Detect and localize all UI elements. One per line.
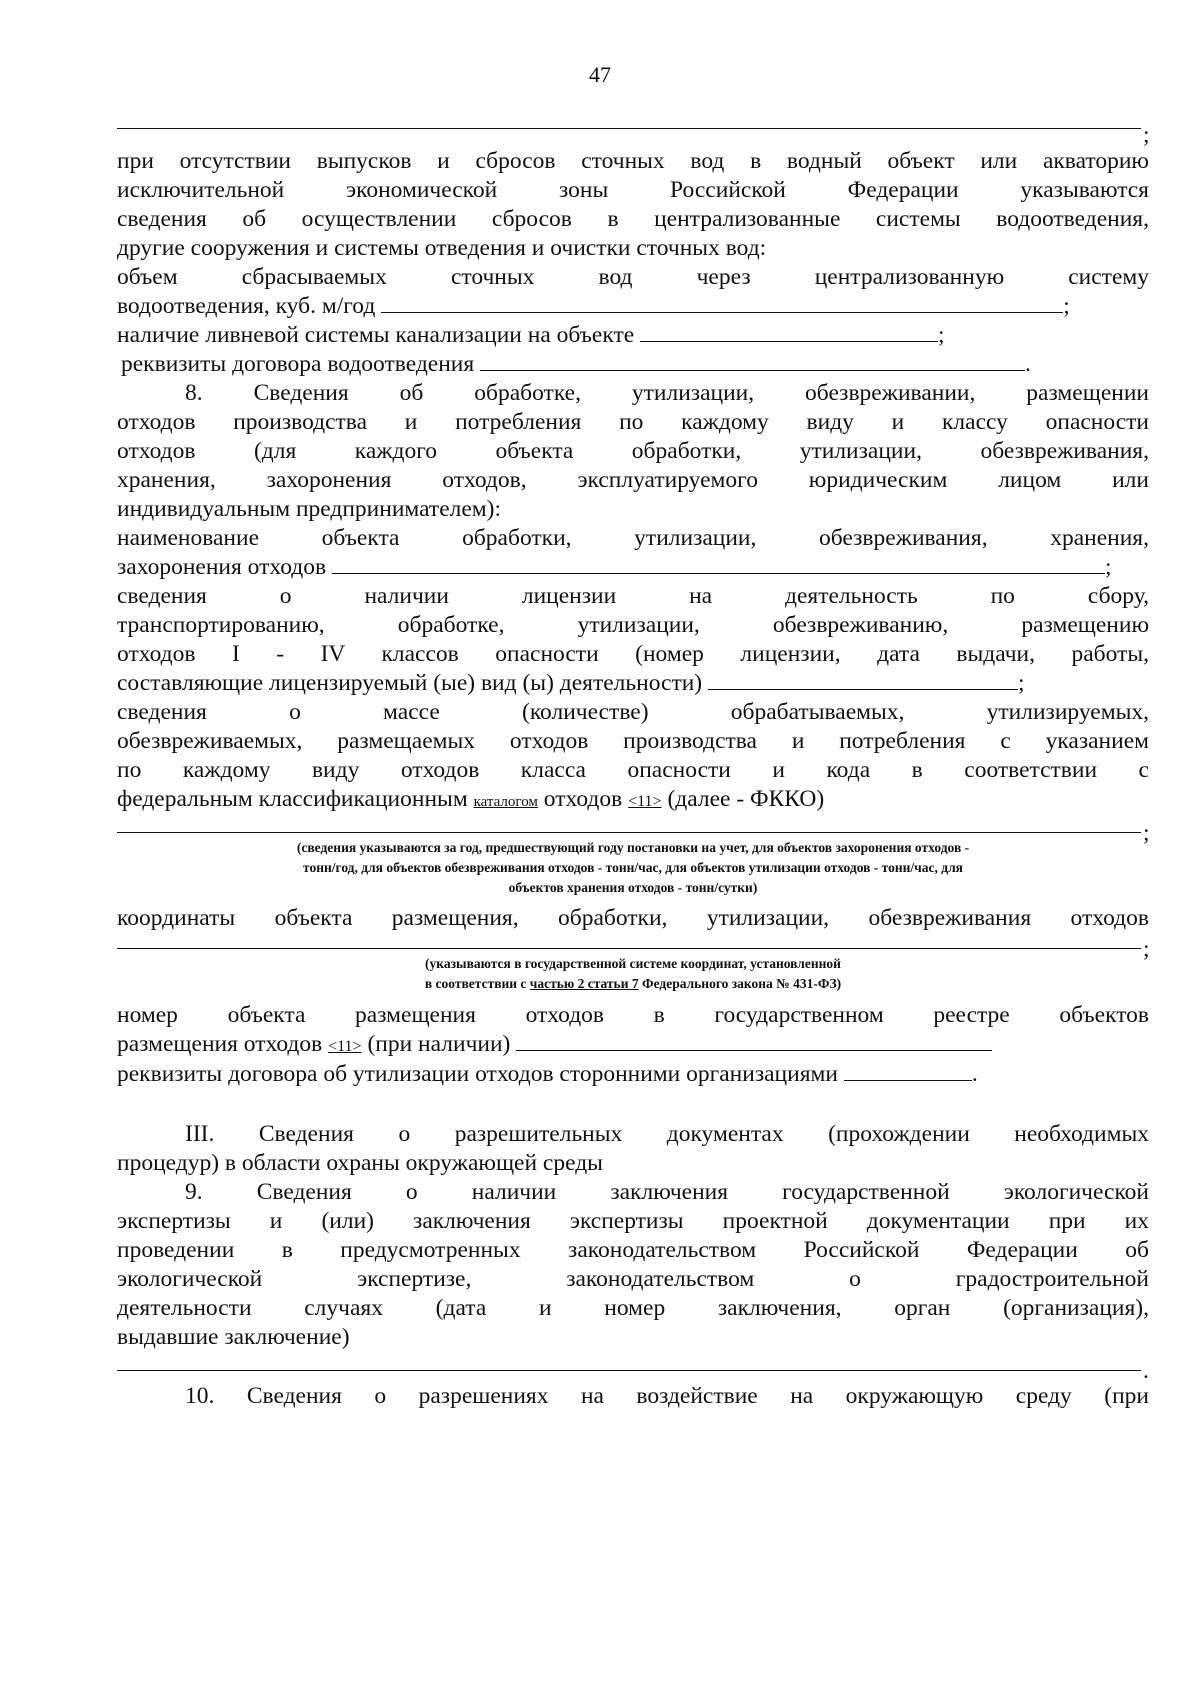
- field-row: [117, 320, 1149, 350]
- fill-blank[interactable]: [708, 669, 1018, 690]
- katalog-link[interactable]: каталогом: [473, 794, 538, 810]
- text-line: процедур) в области охраны окружающей среды: [117, 1150, 603, 1176]
- field-label: реквизиты договора водоотведения: [121, 351, 475, 377]
- text-line: транспортированию, обработке, утилизации, обезвреживанию, размещению: [117, 612, 1149, 638]
- text-line: экспертизы и (или) заключения экспертизы проектной документации при их: [117, 1208, 1149, 1234]
- period-mark: .: [1143, 1358, 1149, 1384]
- text-line: хранения, захоронения отходов, эксплуатируемого юридическим лицом или: [117, 467, 1149, 493]
- section-item-8: 8. Сведения об обработке, утилизации, обезвреживании, размещении: [185, 380, 1149, 406]
- semicolon-mark: ;: [1063, 293, 1070, 319]
- text-line: отходов I - IV классов опасности (номер лицензии, дата выдачи, работы,: [117, 641, 1149, 667]
- footnote-line: тонн/год, для объектов обезвреживания отходов - тонн/час, для объектов утилизации отходов - тонн/час, для: [303, 860, 963, 875]
- footnote-line: в соответствии с частью 2 статьи 7 Федерального закона № 431-ФЗ): [424, 976, 842, 991]
- text-line: сведения о наличии лицензии на деятельность по сбору,: [117, 583, 1149, 609]
- fill-line[interactable]: [117, 832, 1141, 833]
- semicolon-mark: ;: [938, 322, 945, 348]
- fill-blank[interactable]: [332, 553, 1105, 574]
- field-row: [117, 291, 1149, 321]
- field-label: составляющие лицензируемый (ые) вид (ы) деятельности): [117, 670, 703, 696]
- section-item-10: 10. Сведения о разрешениях на воздействие на окружающую среду (при: [185, 1383, 1149, 1409]
- section-item-9: 9. Сведения о наличии заключения государственной экологической: [185, 1179, 1149, 1205]
- fill-blank[interactable]: [640, 321, 938, 342]
- field-row: [117, 668, 1149, 698]
- semicolon-mark: ;: [1143, 820, 1150, 846]
- period-mark: .: [971, 1061, 978, 1087]
- field-label: реквизиты договора об утилизации отходов сторонними организациями: [117, 1061, 838, 1087]
- text-line: проведении в предусмотренных законодательством Российской Федерации об: [117, 1237, 1149, 1263]
- text-line: сведения об осуществлении сбросов в централизованные системы водоотведения,: [117, 206, 1149, 232]
- text-line: сведения о массе (количестве) обрабатываемых, утилизируемых,: [117, 699, 1149, 725]
- fill-blank[interactable]: [480, 350, 1025, 371]
- field-row: [121, 349, 1153, 379]
- field-label: захоронения отходов: [117, 554, 327, 580]
- field-label: наличие ливневой системы канализации на объекте: [117, 322, 635, 348]
- field-row: [117, 552, 1149, 582]
- fill-blank[interactable]: [844, 1060, 972, 1081]
- text-line: отходов производства и потребления по каждому виду и классу опасности: [117, 409, 1149, 435]
- page-number: 47: [589, 62, 611, 87]
- text-line: исключительной экономической зоны Российской Федерации указываются: [117, 177, 1149, 203]
- footnote-line: (указываются в государственной системе координат, установленной: [425, 956, 841, 971]
- text-line: выдавшие заключение): [117, 1324, 350, 1350]
- text-line: деятельности случаях (дата и номер заключения, орган (организация),: [117, 1295, 1149, 1321]
- text-line: при отсутствии выпусков и сбросов сточных вод в водный объект или акваторию: [117, 148, 1149, 174]
- field-row: размещения отходов <11> (при наличии): [117, 1029, 1149, 1059]
- fill-blank[interactable]: [381, 292, 1063, 313]
- text-line: по каждому виду отходов класса опасности и кода в соответствии с: [117, 757, 1149, 783]
- semicolon-mark: ;: [1143, 936, 1150, 962]
- field-label: водоотведения, куб. м/год: [117, 293, 376, 319]
- text-line: федеральным классификационным каталогом отходов <11> (далее - ФККО): [117, 786, 825, 812]
- fill-line[interactable]: [117, 1370, 1141, 1371]
- text-line: наименование объекта обработки, утилизации, обезвреживания, хранения,: [117, 525, 1149, 551]
- section-heading: III. Сведения о разрешительных документах (прохождении необходимых: [185, 1121, 1149, 1147]
- text-line: экологической экспертизе, законодательством о градостроительной: [117, 1266, 1149, 1292]
- text-line: обезвреживаемых, размещаемых отходов производства и потребления с указанием: [117, 728, 1149, 754]
- fill-line: [117, 128, 1141, 129]
- text-line: другие сооружения и системы отведения и очистки сточных вод:: [117, 235, 767, 261]
- text-line: индивидуальным предпринимателем):: [117, 496, 502, 522]
- footnote-line: (сведения указываются за год, предшествующий году постановки на учет, для объектов захоронения отходов -: [296, 840, 970, 855]
- period-mark: .: [1025, 351, 1031, 377]
- law-part-link[interactable]: частью 2 статьи 7: [529, 976, 639, 991]
- semicolon-mark: ;: [1143, 122, 1150, 148]
- text-line: отходов (для каждого объекта обработки, утилизации, обезвреживания,: [117, 438, 1149, 464]
- footnote-link-11[interactable]: <11>: [328, 1038, 362, 1055]
- footnote-link-11[interactable]: <11>: [628, 793, 662, 810]
- footnote-line: объектов хранения отходов - тонн/сутки): [508, 880, 758, 895]
- field-row: [117, 1059, 1149, 1089]
- fill-blank[interactable]: [516, 1030, 992, 1051]
- text-line: номер объекта размещения отходов в государственном реестре объектов: [117, 1002, 1149, 1028]
- text-line: координаты объекта размещения, обработки, утилизации, обезвреживания отходов: [117, 905, 1149, 931]
- text-line: объем сбрасываемых сточных вод через централизованную систему: [117, 264, 1149, 290]
- semicolon-mark: ;: [1104, 554, 1112, 580]
- fill-line[interactable]: [117, 948, 1141, 949]
- semicolon-mark: ;: [1018, 670, 1025, 696]
